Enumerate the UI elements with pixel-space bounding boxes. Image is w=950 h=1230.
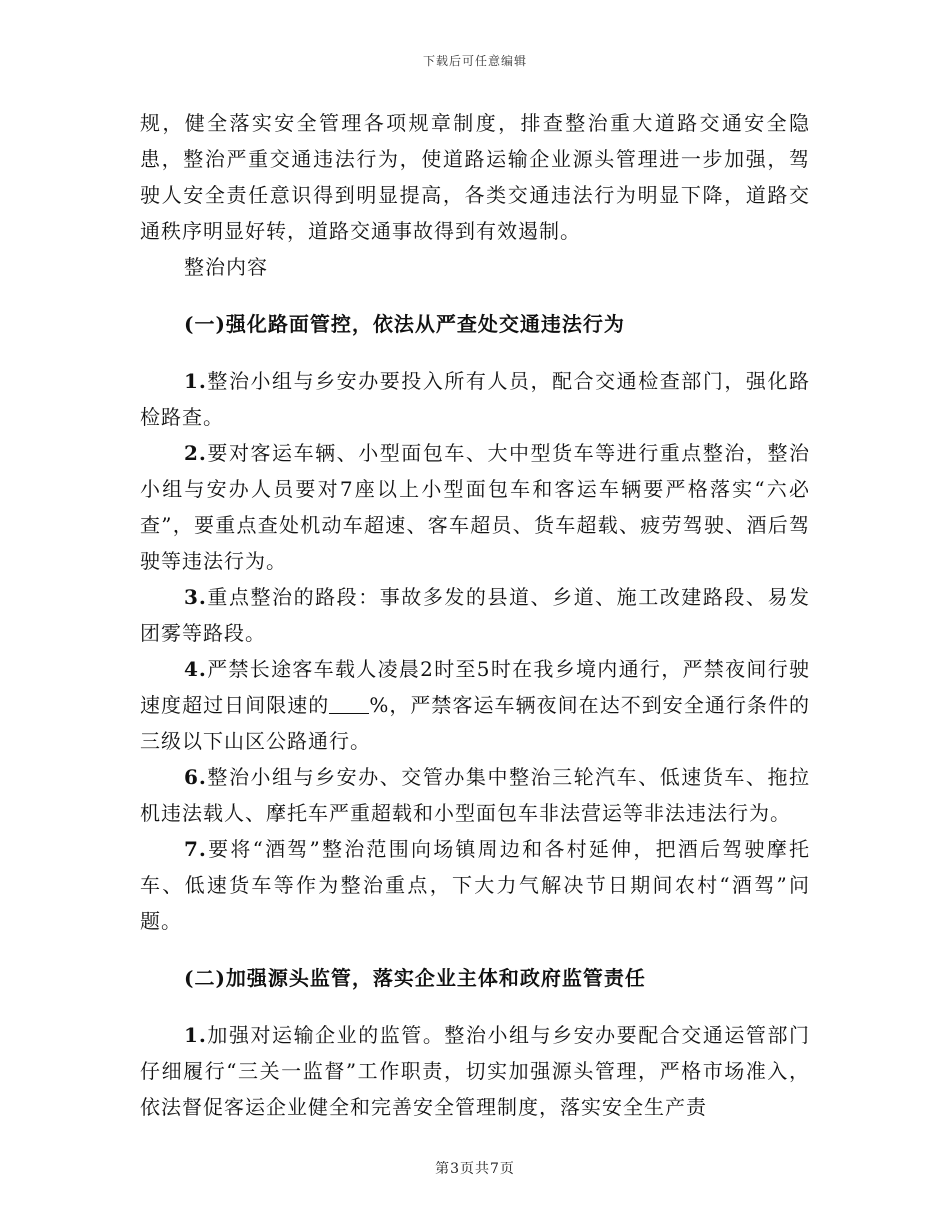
item-number: 2. — [184, 441, 207, 465]
item-text: 整治小组与乡安办要投入所有人员，配合交通检查部门，强化路检路查。 — [140, 369, 810, 429]
paragraph-section-label: 整治内容 — [184, 255, 268, 279]
item-number: 7. — [184, 837, 207, 861]
item-number: 4. — [184, 657, 207, 681]
item-number: 6. — [184, 765, 207, 789]
list-item — [140, 759, 810, 831]
item-text: 加强对运输企业的监管。整治小组与乡安办要配合交通运管部门仔细履行“三关一监督”工作职责，切实加强源头管理，严格市场准入，依法督促客运企业健全和完善安全管理制度，落实安全生产责 — [140, 1023, 810, 1119]
list-item — [140, 363, 810, 435]
item-text-continued: %，严禁客运车辆夜间在达不到安全通行条件的三级以下山区公路通行。 — [140, 693, 810, 753]
item-text: 要对客运车辆、小型面包车、大中型货车等进行重点整治，整治小组与安办人员要对7座以上小型面包车和客运车辆要严格落实“六必查”，要重点查处机动车超速、客车超员、货车超载、疲劳驾驶、酒后驾驶等违法行为。 — [140, 441, 810, 573]
item-text: 整治小组与乡安办、交管办集中整治三轮汽车、低速货车、拖拉机违法载人、摩托车严重超载和小型面包车非法营运等非法违法行为。 — [140, 765, 810, 825]
list-item — [140, 1017, 810, 1125]
fill-in-blank — [329, 693, 369, 714]
item-number: 1. — [184, 1023, 207, 1047]
list-item — [140, 831, 810, 939]
list-item — [140, 435, 810, 579]
list-item — [140, 579, 810, 651]
item-text: 要将“酒驾”整治范围向场镇周边和各村延伸，把酒后驾驶摩托车、低速货车等作为整治重点，下大力气解决节日期间农村“酒驾”问题。 — [140, 837, 810, 933]
list-item — [140, 651, 810, 759]
page-header: 下载后可任意编辑 — [422, 54, 527, 68]
section-heading-1: (一)强化路面管控，依法从严查处交通违法行为 — [184, 312, 625, 336]
section-heading-2: (二)加强源头监管，落实企业主体和政府监管责任 — [184, 966, 646, 990]
document-body — [140, 105, 810, 1125]
item-text: 重点整治的路段：事故多发的县道、乡道、施工改建路段、易发团雾等路段。 — [140, 585, 810, 645]
item-number: 3. — [184, 585, 207, 609]
item-number: 1. — [184, 369, 207, 393]
item-text: 严禁长途客车载人凌晨2时至5时在我乡境内通行，严禁夜间行驶速度超过日间限速的 — [140, 657, 810, 717]
page-footer: 第3页共7页 — [435, 1161, 515, 1177]
paragraph-intro: 规，健全落实安全管理各项规章制度，排查整治重大道路交通安全隐患，整治严重交通违法行为，使道路运输企业源头管理进一步加强，驾驶人安全责任意识得到明显提高，各类交通违法行为明显下降，道路交通秩序明显好转，道路交通事故得到有效遏制。 — [140, 111, 810, 243]
